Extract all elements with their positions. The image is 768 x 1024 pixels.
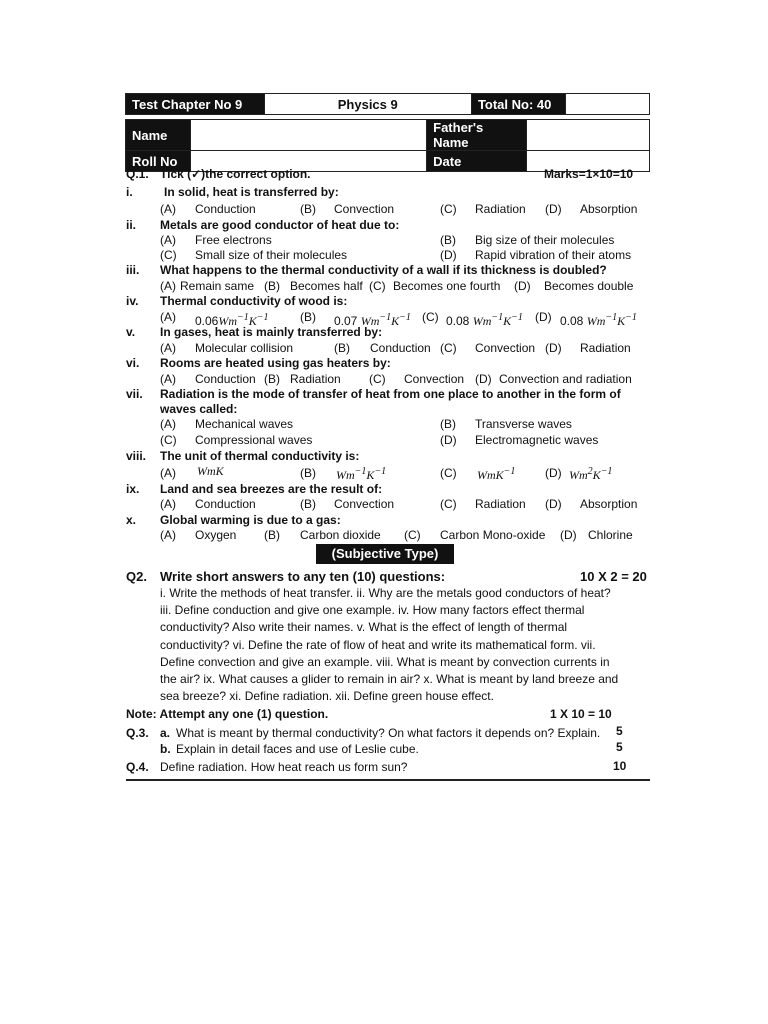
option-label: (B) bbox=[300, 466, 316, 480]
mcq-question-continued: waves called: bbox=[160, 402, 238, 416]
q4-text: Define radiation. How heat reach us form sun? bbox=[160, 760, 408, 774]
date-label-cell bbox=[427, 151, 526, 172]
mcq-question: What happens to the thermal conductivity of a wall if its thickness is doubled? bbox=[160, 263, 607, 277]
option-label: (B) bbox=[264, 372, 280, 386]
option-label: (A) bbox=[160, 233, 176, 247]
header-table-top bbox=[125, 93, 650, 115]
option-label: (A) bbox=[160, 497, 176, 511]
q2-line: sea breeze? xi. Define radiation. xii. Define green house effect. bbox=[160, 689, 494, 704]
unit-formula: $Wm^{-1}K^{-1}$ bbox=[218, 312, 269, 328]
option-label: (A) bbox=[160, 466, 176, 480]
mcq-number: iii. bbox=[126, 263, 140, 277]
unit-formula: $Wm^{-1}K^{-1}$ bbox=[472, 312, 523, 328]
option-value: 0.08 bbox=[560, 314, 584, 328]
option-text[interactable]: Electromagnetic waves bbox=[475, 433, 599, 447]
q4-number: Q.4. bbox=[126, 760, 149, 774]
father-name-label: Father's Name bbox=[433, 120, 484, 150]
mcq-number: iv. bbox=[126, 294, 139, 308]
q3a-marks: 5 bbox=[616, 724, 623, 738]
mcq-question: In gases, heat is mainly transferred by: bbox=[160, 325, 383, 339]
q2-line: conductivity? Also write their names. v. What is the effect of length of thermal bbox=[160, 620, 568, 635]
option-value: 0.06 bbox=[195, 314, 219, 328]
option-label: (C) bbox=[160, 248, 177, 262]
option-text[interactable]: Compressional waves bbox=[195, 433, 313, 447]
bottom-rule bbox=[126, 779, 650, 781]
q2-line: i. Write the methods of heat transfer. ii. Why are the metals good conductors of heat? bbox=[160, 586, 611, 600]
option-label: (B) bbox=[440, 233, 456, 247]
option-label: (B) bbox=[300, 497, 316, 511]
roll-no-label: Roll No bbox=[132, 153, 178, 169]
date-label: Date bbox=[433, 153, 462, 169]
option-text[interactable]: Becomes one fourth bbox=[393, 279, 501, 293]
option-label: (C) bbox=[440, 466, 457, 480]
q2-line: iii. Define conduction and give one example. iv. How many factors effect thermal bbox=[160, 603, 585, 618]
option-value: 0.07 bbox=[334, 314, 358, 328]
option-label: (A) bbox=[160, 341, 176, 355]
option-text[interactable]: Becomes half bbox=[290, 279, 363, 293]
option-text[interactable]: Oxygen bbox=[195, 528, 237, 542]
option-text[interactable]: Transverse waves bbox=[475, 417, 572, 431]
q3b-text: Explain in detail faces and use of Leslie cube. bbox=[176, 742, 419, 756]
mcq-question: In solid, heat is transferred by: bbox=[164, 185, 339, 199]
mcq-number: ix. bbox=[126, 482, 140, 496]
option-label: (C) bbox=[369, 279, 386, 293]
option-text[interactable] bbox=[446, 310, 523, 329]
name-label-cell bbox=[126, 120, 191, 151]
option-label: (D) bbox=[535, 310, 552, 324]
option-text[interactable]: Convection bbox=[404, 372, 465, 386]
option-label: (A) bbox=[160, 528, 176, 542]
q2-marks: 10 X 2 = 20 bbox=[580, 569, 647, 584]
note-text: Note: Attempt any one (1) question. bbox=[126, 707, 329, 721]
option-label: (B) bbox=[264, 528, 280, 542]
option-text[interactable]: Radiation bbox=[475, 202, 526, 216]
father-label-cell bbox=[427, 120, 526, 151]
option-label: (D) bbox=[440, 248, 457, 262]
option-formula[interactable]: WmK$^{-1}$ bbox=[477, 466, 516, 482]
option-text[interactable]: Conduction bbox=[370, 341, 431, 355]
mcq-number: ii. bbox=[126, 218, 137, 232]
option-text[interactable]: Convection bbox=[334, 497, 395, 511]
option-label: (C) bbox=[369, 372, 386, 386]
total-cell bbox=[471, 94, 565, 115]
option-label: (B) bbox=[440, 417, 456, 431]
option-label: (B) bbox=[334, 341, 350, 355]
q2-title: Write short answers to any ten (10) questions: bbox=[160, 569, 446, 584]
option-text[interactable]: Radiation bbox=[475, 497, 526, 511]
option-label: (D) bbox=[475, 372, 492, 386]
mcq-question: Thermal conductivity of wood is: bbox=[160, 294, 348, 308]
option-text[interactable]: Convection bbox=[475, 341, 536, 355]
option-label: (B) bbox=[300, 310, 316, 324]
option-text[interactable]: Absorption bbox=[580, 202, 638, 216]
mcq-question: Global warming is due to a gas: bbox=[160, 513, 341, 527]
option-text[interactable]: Conduction bbox=[195, 372, 256, 386]
mcq-number: viii. bbox=[126, 449, 147, 463]
subject-label: Physics 9 bbox=[337, 96, 398, 112]
option-label: (C) bbox=[404, 528, 421, 542]
option-label: (D) bbox=[545, 497, 562, 511]
option-label: (D) bbox=[514, 279, 531, 293]
option-text[interactable]: Convection and radiation bbox=[499, 372, 632, 386]
option-label: (C) bbox=[440, 202, 457, 216]
subject-cell bbox=[264, 94, 471, 115]
q3b-label: b. bbox=[160, 742, 171, 756]
test-chapter-label: Test Chapter No 9 bbox=[132, 96, 243, 112]
name-label: Name bbox=[132, 127, 168, 143]
total-marks-label: Total No: 40 bbox=[477, 96, 552, 112]
option-label: (D) bbox=[440, 433, 457, 447]
option-text[interactable]: Remain same bbox=[180, 279, 255, 293]
q2-questions bbox=[160, 585, 650, 705]
q1-number: Q.1. bbox=[126, 167, 149, 181]
mcq-question: Rooms are heated using gas heaters by: bbox=[160, 356, 391, 370]
test-chapter-cell bbox=[126, 94, 265, 115]
note-marks: 1 X 10 = 10 bbox=[550, 707, 612, 721]
option-text[interactable]: Molecular collision bbox=[195, 341, 294, 355]
q4-marks: 10 bbox=[613, 759, 627, 773]
option-text[interactable]: Chlorine bbox=[588, 528, 633, 542]
option-text[interactable]: Carbon Mono-oxide bbox=[440, 528, 546, 542]
option-text[interactable]: Conduction bbox=[195, 202, 256, 216]
mcq-number: i. bbox=[126, 185, 133, 199]
option-formula[interactable]: WmK bbox=[197, 464, 224, 478]
option-label: (B) bbox=[300, 202, 316, 216]
mcq-question: The unit of thermal conductivity is: bbox=[160, 449, 360, 463]
father-name-field[interactable] bbox=[526, 120, 650, 151]
option-value: 0.08 bbox=[446, 314, 470, 328]
mcq-number: v. bbox=[126, 325, 136, 339]
option-label: (D) bbox=[545, 341, 562, 355]
option-text[interactable]: Radiation bbox=[580, 341, 631, 355]
option-label: (A) bbox=[160, 279, 176, 293]
option-text[interactable]: Carbon dioxide bbox=[300, 528, 381, 542]
mcq-question: Radiation is the mode of transfer of heat from one place to another in the form of bbox=[160, 387, 621, 401]
q3-number: Q.3. bbox=[126, 726, 149, 740]
mcq-question: Land and sea breezes are the result of: bbox=[160, 482, 383, 496]
mcq-number: vii. bbox=[126, 387, 143, 401]
q3b-marks: 5 bbox=[616, 740, 623, 754]
q2-line: Define convection and give an example. viii. What is meant by convection currents in bbox=[160, 654, 610, 669]
q1-marks: Marks=1×10=10 bbox=[544, 167, 634, 181]
option-label: (B) bbox=[264, 279, 280, 293]
unit-formula: $Wm^{-1}K^{-1}$ bbox=[360, 312, 411, 328]
q1-title: Tick (✓)the correct option. bbox=[160, 167, 311, 181]
option-text[interactable]: Free electrons bbox=[195, 233, 272, 247]
option-text[interactable] bbox=[560, 310, 637, 329]
option-text[interactable]: Conduction bbox=[195, 497, 256, 511]
mcq-number: vi. bbox=[126, 356, 140, 370]
option-label: (A) bbox=[160, 310, 176, 324]
option-text[interactable]: Becomes double bbox=[544, 279, 634, 293]
option-text[interactable]: Mechanical waves bbox=[195, 417, 294, 431]
option-label: (D) bbox=[545, 202, 562, 216]
name-field[interactable] bbox=[191, 120, 427, 151]
total-blank-cell bbox=[566, 94, 650, 115]
option-label: (C) bbox=[440, 497, 457, 511]
option-label: (A) bbox=[160, 417, 176, 431]
option-label: (C) bbox=[440, 341, 457, 355]
option-label: (A) bbox=[160, 372, 176, 386]
q3a-label: a. bbox=[160, 726, 171, 740]
option-text[interactable]: Convection bbox=[334, 202, 395, 216]
option-formula[interactable]: $Wm^2K^{-1}$ bbox=[569, 466, 613, 482]
option-label: (C) bbox=[160, 433, 177, 447]
option-formula[interactable]: $Wm^{-1}K^{-1}$ bbox=[336, 466, 387, 482]
mcq-number: x. bbox=[126, 513, 137, 527]
option-label: (A) bbox=[160, 202, 176, 216]
option-label: (D) bbox=[545, 466, 562, 480]
option-text[interactable]: Big size of their molecules bbox=[475, 233, 615, 247]
q2-number: Q2. bbox=[126, 569, 147, 584]
option-text[interactable]: Small size of their molecules bbox=[195, 248, 348, 262]
student-info-table bbox=[125, 119, 650, 172]
option-text[interactable]: Rapid vibration of their atoms bbox=[475, 248, 632, 262]
option-label: (D) bbox=[560, 528, 577, 542]
q2-line: the air? ix. What causes a glider to remain in air? x. What is meant by land breeze and bbox=[160, 672, 619, 687]
option-text[interactable]: Absorption bbox=[580, 497, 638, 511]
q3a-text: What is meant by thermal conductivity? On what factors it depends on? Explain. bbox=[176, 726, 601, 740]
q2-line: conductivity? vi. Define the rate of flow of heat and write its mathematical form. vii. bbox=[160, 637, 596, 652]
unit-formula: $Wm^{-1}K^{-1}$ bbox=[586, 312, 637, 328]
option-text[interactable]: Radiation bbox=[290, 372, 341, 386]
subjective-type-heading: (Subjective Type) bbox=[316, 544, 454, 564]
mcq-question: Metals are good conductor of heat due to: bbox=[160, 218, 400, 232]
option-label: (C) bbox=[422, 310, 439, 324]
